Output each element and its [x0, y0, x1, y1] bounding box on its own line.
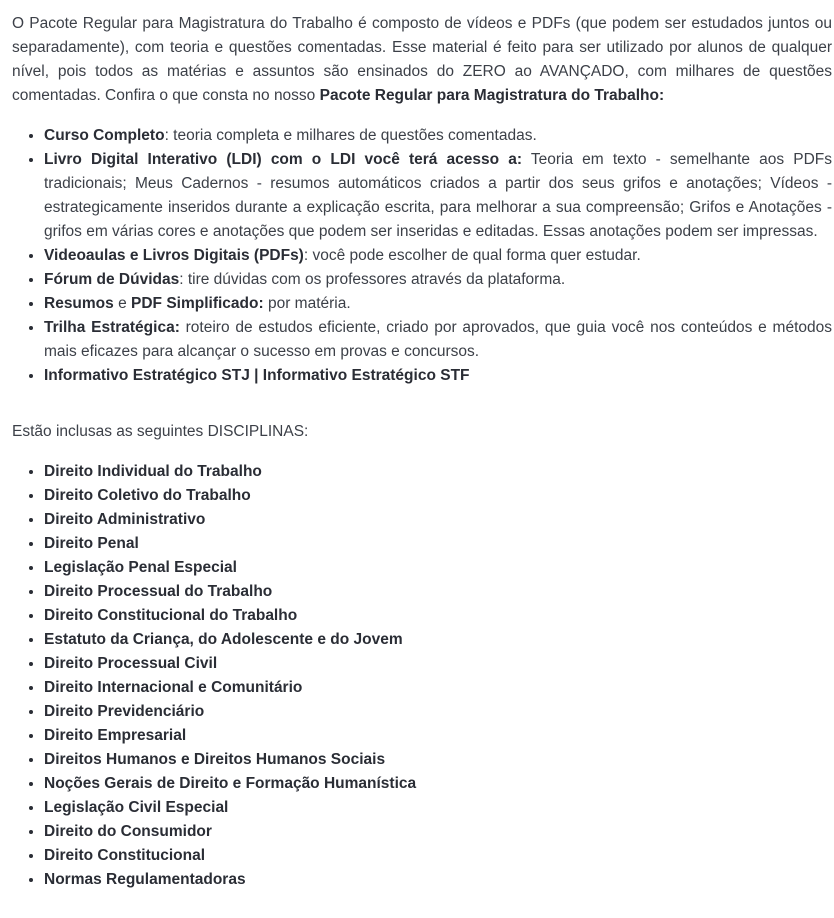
feature-connector: e	[113, 295, 132, 312]
list-item: • Direito Individual do Trabalho	[44, 460, 832, 484]
feature-title: Trilha Estratégica:	[44, 319, 180, 336]
feature-text: por matéria.	[263, 295, 351, 312]
feature-text: roteiro de estudos eficiente, criado por aprovados, que guia você nos conteúdos e métodos mais eficazes para alcançar o sucesso em provas e concursos.	[44, 319, 832, 360]
feature-text: : teoria completa e milhares de questões comentadas.	[164, 127, 537, 144]
feature-text: : tire dúvidas com os professores através da plataforma.	[179, 271, 566, 288]
list-item: • Direitos Humanos e Direitos Humanos Sociais	[44, 748, 832, 772]
list-item	[44, 244, 832, 268]
feature-title: Resumos	[44, 295, 114, 312]
list-item: • Direito Empresarial	[44, 724, 832, 748]
list-item: • Legislação Penal Especial	[44, 556, 832, 580]
list-item: • Direito Coletivo do Trabalho	[44, 484, 832, 508]
intro-text: O Pacote Regular para Magistratura do Trabalho é composto de vídeos e PDFs (que podem ser estudados juntos ou separadamente), com teoria e questões comentadas. Esse material é feito para ser utilizado por alunos de qualquer nível, pois todos as matérias e assuntos são ensinados do ZERO ao AVANÇADO, com milhares de questões comentadas. Confira o que consta no nosso	[12, 15, 832, 104]
list-item: • Direito Processual Civil	[44, 652, 832, 676]
list-item: • Direito Processual do Trabalho	[44, 580, 832, 604]
list-item: • Direito Constitucional	[44, 844, 832, 868]
list-item: • Noções Gerais de Direito e Formação Humanística	[44, 772, 832, 796]
feature-title: Informativo Estratégico STJ | Informativo Estratégico STF	[44, 367, 470, 384]
list-item: • Direito do Consumidor	[44, 820, 832, 844]
list-item	[44, 364, 832, 388]
feature-title-secondary: PDF Simplificado:	[131, 295, 264, 312]
disciplinas-list	[12, 460, 832, 892]
list-item	[44, 292, 832, 316]
feature-text: : você pode escolher de qual forma quer estudar.	[303, 247, 641, 264]
list-item: • Direito Previdenciário	[44, 700, 832, 724]
feature-title: Curso Completo	[44, 127, 165, 144]
feature-title: Fórum de Dúvidas	[44, 271, 180, 288]
list-item: • Legislação Civil Especial	[44, 796, 832, 820]
list-item: • Normas Regulamentadoras	[44, 868, 832, 892]
list-item: • Direito Internacional e Comunitário	[44, 676, 832, 700]
feature-text: Teoria em texto - semelhante aos PDFs tradicionais; Meus Cadernos - resumos automáticos criados a partir dos seus grifos e anotações; Vídeos - estrategicamente inseridos durante a explicação escrita, para melhorar a sua compreensão; Grifos e Anotações - grifos em várias cores e anotações que podem ser inseridas e editadas. Essas anotações podem ser impressas.	[44, 151, 832, 240]
feature-title: Livro Digital Interativo (LDI) com o LDI você terá acesso a:	[44, 151, 522, 168]
disciplinas-heading: Estão inclusas as seguintes DISCIPLINAS:	[12, 423, 309, 440]
list-item	[44, 316, 832, 364]
list-item: • Direito Administrativo	[44, 508, 832, 532]
list-item: • Estatuto da Criança, do Adolescente e do Jovem	[44, 628, 832, 652]
section-spacer	[12, 388, 832, 420]
intro-highlight: Pacote Regular para Magistratura do Trabalho:	[319, 87, 665, 104]
list-item	[44, 124, 832, 148]
feature-title: Videoaulas e Livros Digitais (PDFs)	[44, 247, 304, 264]
list-item	[44, 268, 832, 292]
list-item: • Direito Constitucional do Trabalho	[44, 604, 832, 628]
list-item: • Direito Penal	[44, 532, 832, 556]
intro-paragraph	[12, 12, 832, 108]
features-list	[12, 124, 832, 388]
list-item	[44, 148, 832, 244]
